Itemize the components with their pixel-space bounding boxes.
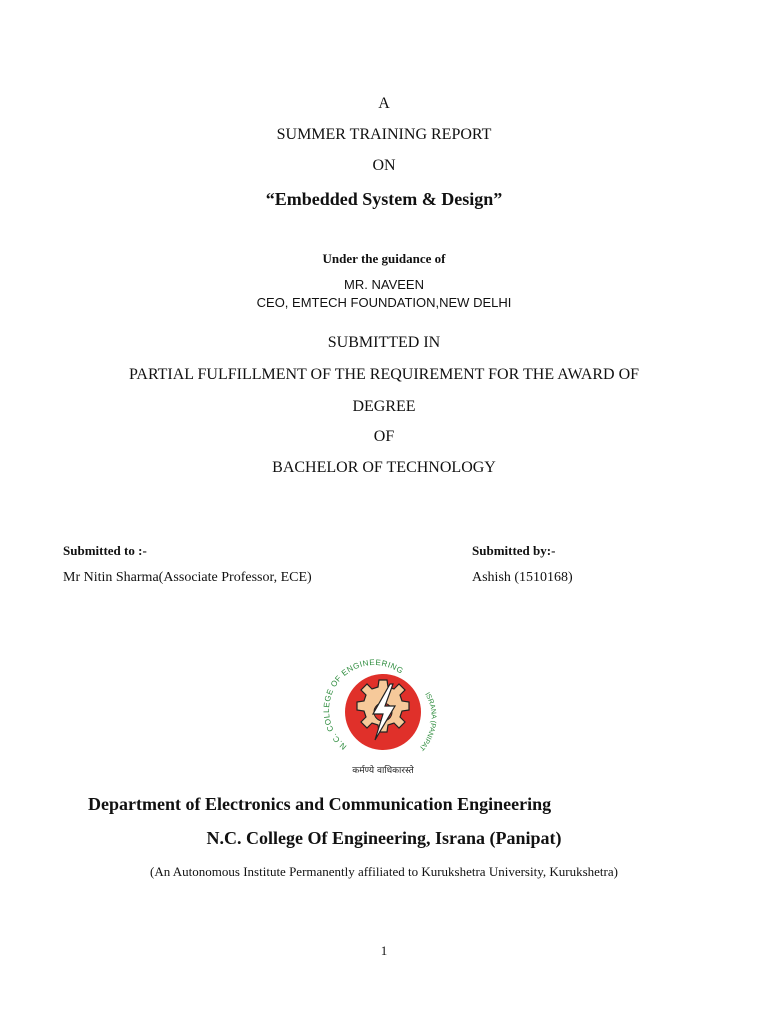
department-name: Department of Electronics and Communication Engineering (88, 794, 552, 814)
partial-fulfillment: PARTIAL FULFILLMENT OF THE REQUIREMENT FOR THE AWARD OF (128, 366, 640, 383)
college-name: N.C. College Of Engineering, Israna (Panipat) (206, 828, 562, 848)
report-topic: “Embedded System & Design” (265, 189, 503, 209)
title-line-a: A (378, 95, 390, 112)
svg-text:N.C. COLLEGE OF ENGINEERING: N.C. COLLEGE OF ENGINEERING (321, 657, 406, 752)
degree-of: OF (373, 428, 395, 445)
page-number: 1 (380, 943, 388, 958)
svg-text:ISRANA (PANIPAT): ISRANA (PANIPAT (417, 691, 437, 752)
title-report: SUMMER TRAINING REPORT (276, 126, 492, 143)
affiliation-note: (An Autonomous Institute Permanently affiliated to Kurukshetra University, Kurukshetra) (150, 864, 618, 879)
college-logo (321, 654, 445, 778)
submitted-to-label: Submitted to :- (63, 543, 147, 558)
submitted-to-value: Mr Nitin Sharma(Associate Professor, ECE) (63, 570, 312, 585)
guide-name: MR. NAVEEN (344, 277, 424, 292)
degree: DEGREE (352, 398, 416, 415)
guide-designation: CEO, EMTECH FOUNDATION,NEW DELHI (256, 295, 512, 310)
guidance-label: Under the guidance of (322, 251, 446, 266)
submitted-by-value: Ashish (1510168) (472, 570, 573, 585)
logo-motto: कर्मण्ये वाधिकारस्ते (352, 766, 414, 776)
bachelor-of-technology: BACHELOR OF TECHNOLOGY (272, 459, 496, 476)
title-on: ON (372, 157, 396, 174)
submitted-in: SUBMITTED IN (327, 334, 441, 351)
submitted-by-label: Submitted by:- (472, 543, 556, 558)
